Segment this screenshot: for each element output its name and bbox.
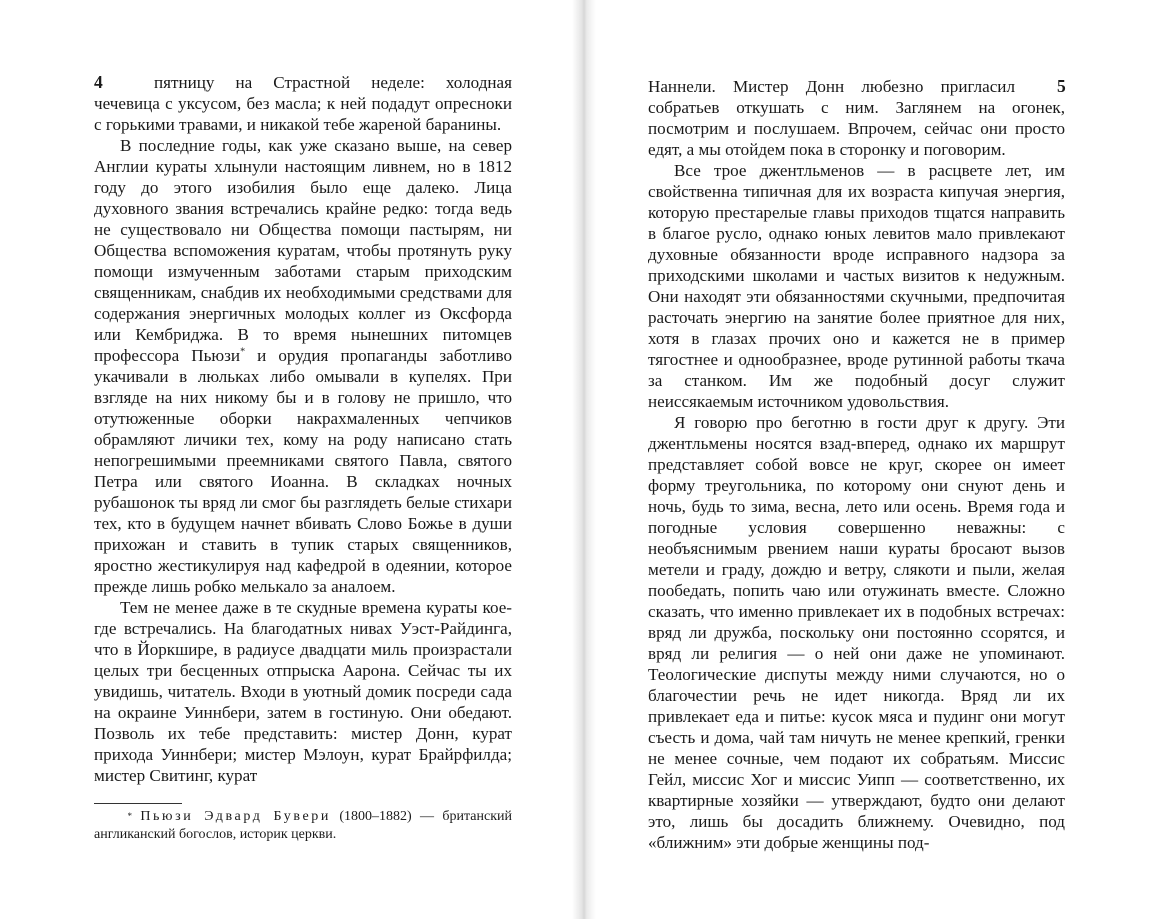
- paragraph: пятницу на Страстной неделе: холодная чечевица с уксусом, без масла; к ней подадут опресноки с горькими травами, и никакой тебе жареной баранины.: [94, 73, 512, 134]
- footnote-divider: [94, 803, 182, 804]
- right-page-body: [648, 76, 1065, 853]
- footnote-ref: *: [240, 346, 246, 358]
- page-number-left: 4: [94, 72, 103, 92]
- footnote-name: Пьюзи Эдвард Бувери: [140, 809, 331, 824]
- left-page-text: [94, 72, 512, 786]
- paragraph-part: В последние годы, как уже сказано выше, на север Англии кураты хлынули настоящим ливнем, но в 1812 году до этого изобилия было еще далеко. Лица духовного звания встречались крайне редко: тогда ведь не существовало ни Общества помощи пастырям, ни Общества вспоможения куратам, чтобы протянуть руку помощи измученным заботами старым приходским священникам, снабдив их необходимыми средствами для содержания энергичных молодых коллег из Оксфорда или Кембриджа. В то время нынешних питомцев профессора Пьюзи: [94, 136, 512, 365]
- footnote-text: (1800–1882) — британский англиканский богослов, историк церкви.: [94, 809, 513, 842]
- paragraph: Тем не менее даже в те скудные времена кураты кое-где встречались. На благодатных нивах Уэст-Райдинга, что в Йоркшире, в радиусе двадцати миль произрастали целых три бесценных отпрыска Аарона. Сейчас ты их увидишь, читатель. Входи в уютный домик посреди сада на окраине Уиннбери, затем в гостиную. Они обедают. Позволь их тебе представить: мистер Донн, курат прихода Уиннбери; мистер Мэлоун, курат Брайрфилда; мистер Свитинг, курат: [94, 598, 512, 785]
- paragraph-first: [648, 76, 1065, 160]
- page-number-right: 5: [1057, 76, 1066, 96]
- footnote: [94, 808, 512, 844]
- paragraph: Все трое джентльменов — в расцвете лет, им свойственна типичная для их возраста кипучая энергия, которую престарелые главы приходов тщатся направить в благое русло, однако юных левитов мало привлекают духовные обязанности вроде исправного надзора за приходскими школами и частых визитов к недужным. Они находят эти обязанностями скучными, предпочитая расточать энергию на занятие более приятное для них, хотя в глазах прочих оно и кажется не в пример тягостнее и однообразнее, вроде рутинной работы ткача за станком. Им же подобный досуг служит неиссякаемым источником удовольствия.: [648, 161, 1065, 411]
- footnote-marker: *: [127, 811, 132, 821]
- paragraph-part: и орудия пропаганды заботливо укачивали в люльках либо омывали в купелях. При взгляде на них никому бы и в голову не пришло, что отутюженные оборки накрахмаленных чепчиков обрамляют личики тех, кому на роду написано стать непогрешимыми преемниками святого Павла, святого Петра или святого Иоанна. В складках ночных рубашонок ты вряд ли смог бы разглядеть белые стихари тех, кто в будущем начнет вбивать Слово Божье в души прихожан и ставить в тупик старых священников, яростно жестикулируя над кафедрой в одеянии, которое прежде лишь робко мелькало за аналоем.: [94, 346, 512, 596]
- paragraph: Наннели. Мистер Донн любезно пригласил собратьев откушать с ним. Заглянем на огонек, посмотрим и послушаем. Впрочем, сейчас они просто едят, а мы отойдем пока в сторонку и поговорим.: [648, 77, 1065, 159]
- paragraph: [94, 135, 512, 597]
- paragraph: Я говорю про беготню в гости друг к другу. Эти джентльмены носятся взад-вперед, однако их маршрут представляет собой вовсе не круг, скорее он имеет форму треугольника, по которому они снуют день и ночь, будь то зима, весна, лето или осень. Время года и погодные условия совершенно неважны: с необъяснимым рвением наши кураты бросают вызов метели и граду, дождю и ветру, слякоти и пыли, желая пообедать, попить чаю или отужинать вместе. Сложно сказать, что именно привлекает их в подобных встречах: вряд ли дружба, поскольку они постоянно ссорятся, и вряд ли религия — о ней они даже не упоминают. Теологические диспуты между ними случаются, но о благочестии речь не идет никогда. Вряд ли их привлекает еда и питье: кусок мяса и пудинг они могут съесть и дома, чай там ничуть не менее крепкий, гренки не менее сочные, чем подают их собратьям. Миссис Гейл, миссис Хог и миссис Уипп — соответственно, их квартирные хозяйки — утверждают, будто они делают это, лишь бы досадить ближнему. Очевидно, под «ближним» эти добрые женщины под-: [648, 413, 1065, 852]
